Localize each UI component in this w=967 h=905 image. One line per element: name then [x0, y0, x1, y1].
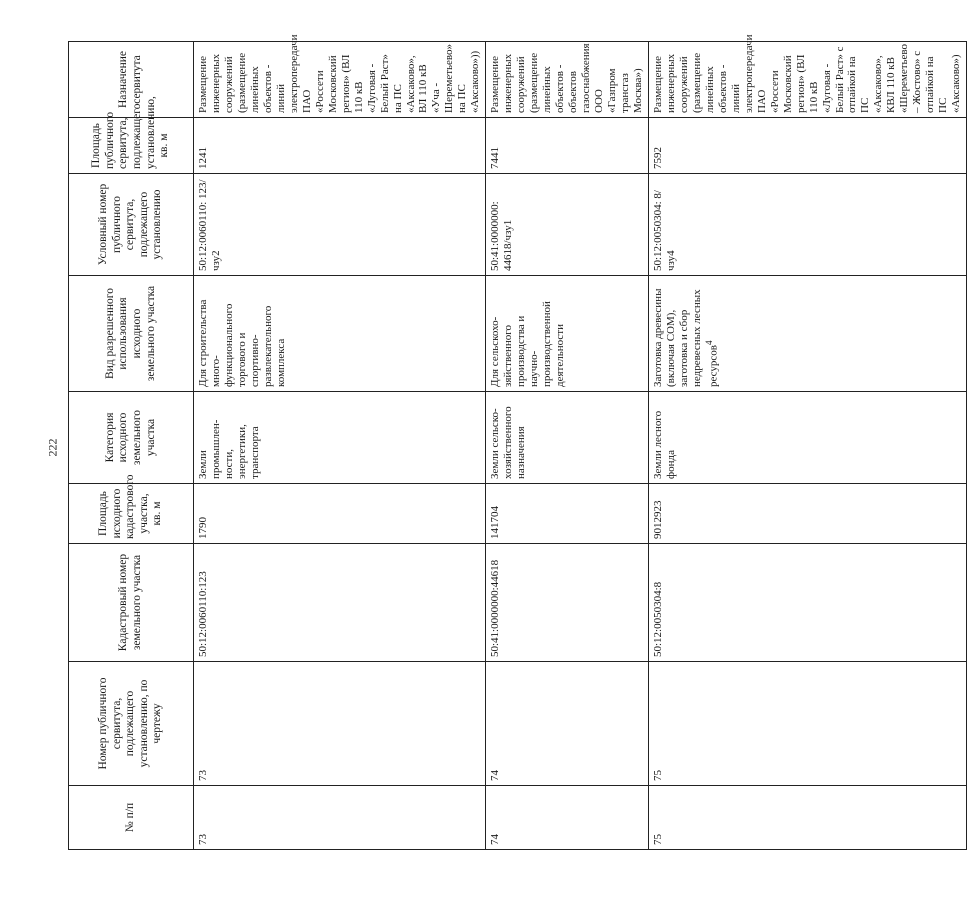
cell-servitude-number: 74: [486, 662, 649, 786]
cell-servitude-area: 7441: [486, 118, 649, 174]
header-category: Категория исходного земельного участка: [69, 392, 194, 484]
cell-category: Земли лесного фонда: [648, 392, 966, 484]
cell-cadastral-number: 50:12:0060110:123: [194, 544, 486, 662]
cell-category: Земли сельско- хозяйственного назначения: [486, 392, 649, 484]
cell-usage: [648, 276, 966, 392]
table-row: [486, 42, 649, 850]
header-conditional-number: Условный номер публичного сервитута, подлежащего установлению: [69, 174, 194, 276]
cell-conditional-number: 50:12:0050304: 8/чзу4: [648, 174, 966, 276]
cell-usage: Для строительства много- функционального торгового и спортивно- развлекательного комплекса: [194, 276, 486, 392]
page-number: 222: [45, 438, 60, 457]
header-servitude-number: Номер публичного сервитута, подлежащего установлению, по чертежу: [69, 662, 194, 786]
cell-purpose: Размещение инженерных сооружений (размещение линейных объектов - линий электропередачи ПАО «Россети Московский регион» (ВЛ 110 кВ «Луговая - Белый Раст» на ПС «Аксаково», ВЛ 110 кВ «Уча - Шереметьево» на ПС «Аксаково»)): [194, 42, 486, 118]
cell-category: Земли промышлен- ности, энергетики, транспорта: [194, 392, 486, 484]
header-usage: Вид разрешенного использования исходного земельного участка: [69, 276, 194, 392]
cell-area: 1790: [194, 484, 486, 544]
footnote-mark: 4: [703, 340, 714, 346]
header-purpose: Назначение сервитута: [69, 42, 194, 118]
cell-usage: Для сельскохо- зяйственного производства и научно- производственной деятельности: [486, 276, 649, 392]
usage-text: Заготовка древесины (включая СОМ), заготовка и сбор недревесных лесных ресурсов: [651, 288, 720, 387]
cell-servitude-area: 7592: [648, 118, 966, 174]
header-servitude-area: Площадь публичного сервитута, подлежащего установлению, кв. м: [69, 118, 194, 174]
table-row: [194, 42, 486, 850]
cell-cadastral-number: 50:12:0050304:8: [648, 544, 966, 662]
cell-conditional-number: 50:12:0060110: 123/чзу2: [194, 174, 486, 276]
header-cadastral-number: Кадастровый номер земельного участка: [69, 544, 194, 662]
table-row: [648, 42, 966, 850]
header-num: № п/п: [69, 786, 194, 850]
cell-area: 141704: [486, 484, 649, 544]
cell-servitude-number: 75: [648, 662, 966, 786]
cell-purpose: Размещение инженерных сооружений (размещение линейных объектов - объектов газоснабжения ООО «Газпром трансгаз Москва»): [486, 42, 649, 118]
cell-num: 73: [194, 786, 486, 850]
rotated-table-container: [68, 34, 963, 850]
header-area: Площадь исходного кадастрового участка, кв. м: [69, 484, 194, 544]
cell-cadastral-number: 50:41:0000000:44618: [486, 544, 649, 662]
header-row: [69, 42, 194, 850]
cell-num: 75: [648, 786, 966, 850]
cell-num: 74: [486, 786, 649, 850]
cell-servitude-area: 1241: [194, 118, 486, 174]
servitude-table: [68, 34, 967, 850]
cell-area: 9012923: [648, 484, 966, 544]
cell-purpose: Размещение инженерных сооружений (размещение линейных объектов - линий электропередачи ПАО «Россети Московский регион» (ВЛ 110 кВ «Луговая - Белый Раст» с отпайкой на ПС «Аксаково», КВЛ 110 кВ «Шереметьево – Жостово» с отпайкой на ПС «Аксаково»): [648, 42, 966, 118]
cell-servitude-number: 73: [194, 662, 486, 786]
cell-conditional-number: 50:41:0000000: 44618/чзу1: [486, 174, 649, 276]
